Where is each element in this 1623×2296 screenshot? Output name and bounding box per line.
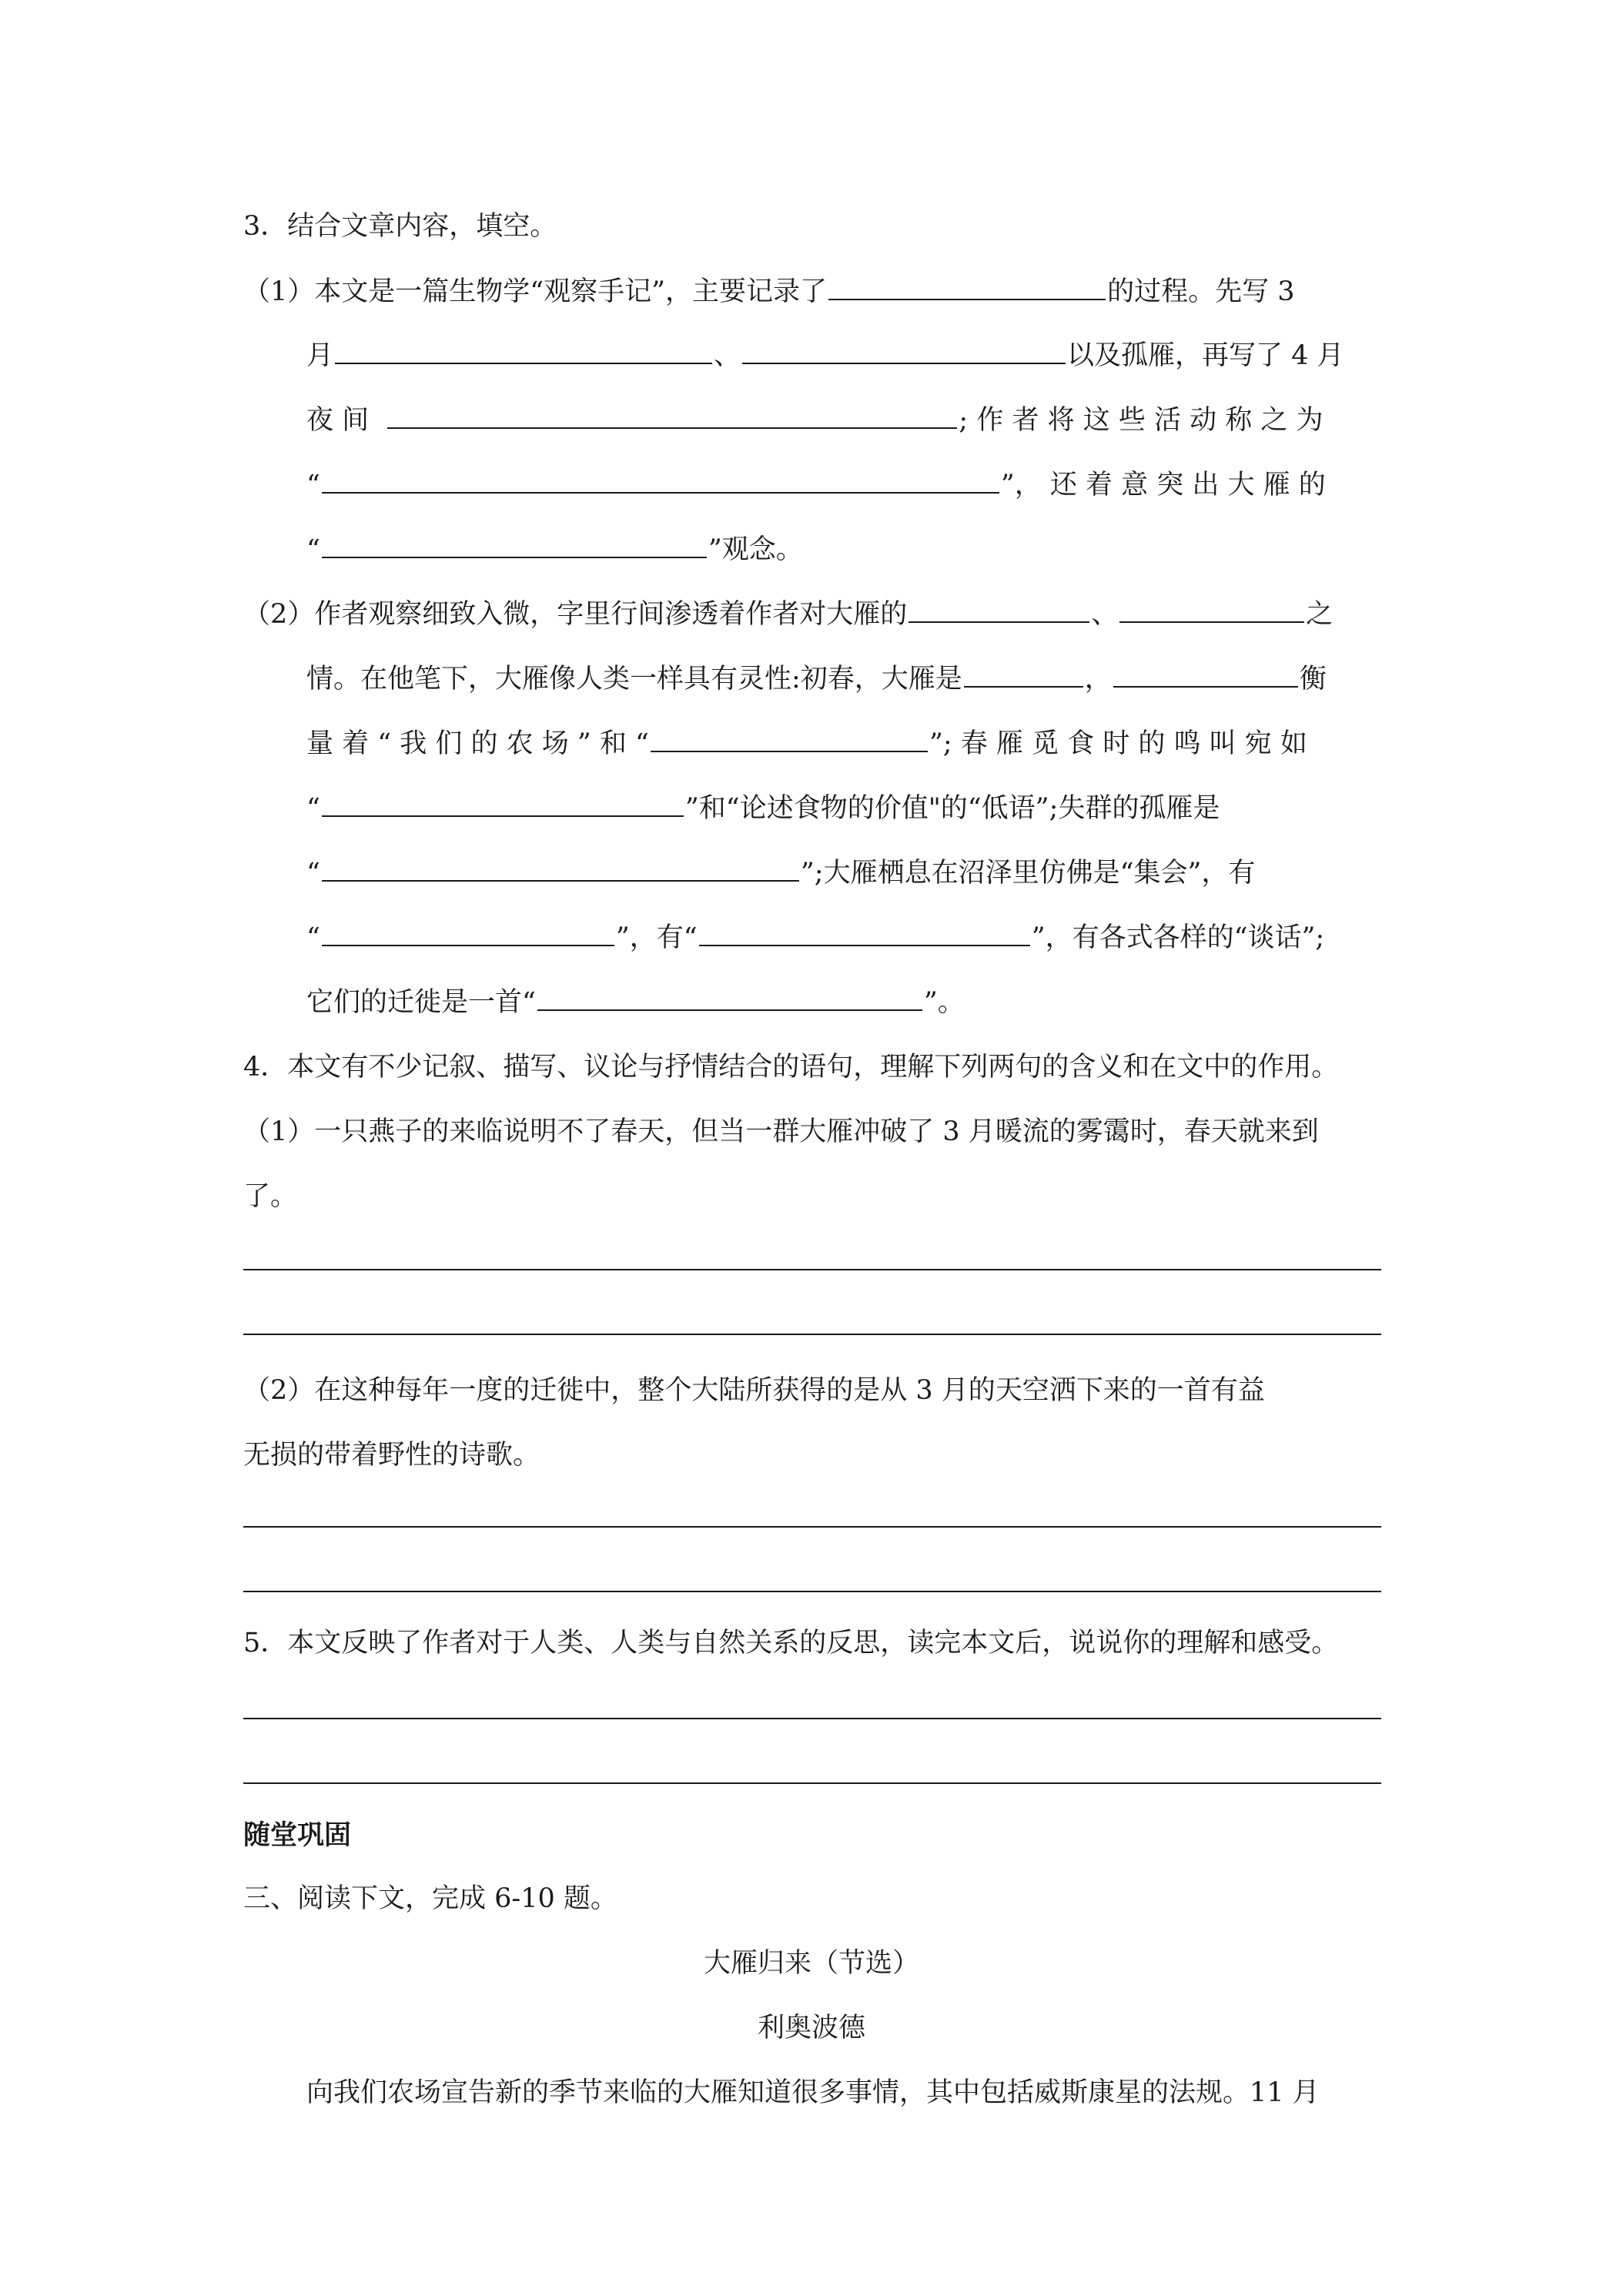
article-title: 大雁归来（节选） <box>703 1948 919 1979</box>
q3-part1-line5: “ ”观念。 <box>306 530 1623 569</box>
q3-part1-line4: “ ”， 还 着 意 突 出 大 雁 的 <box>306 466 1623 504</box>
fill-blank[interactable] <box>387 401 957 429</box>
fill-blank[interactable] <box>537 983 922 1011</box>
fill-blank[interactable] <box>322 919 614 946</box>
question-4-title: 4．本文有不少记叙、描写、议论与抒情结合的语句，理解下列两句的含义和在文中的作用。 <box>243 1052 1339 1083</box>
answer-line[interactable] <box>243 1269 1381 1270</box>
q4-sentence2-line1: （2）在这种每年一度的迁徙中，整个大陆所获得的是从 3 月的天空洒下来的一首有益 <box>243 1375 1265 1406</box>
answer-line[interactable] <box>243 1334 1381 1335</box>
fill-blank[interactable] <box>322 466 999 494</box>
section-instruction: 三、阅读下文，完成 6-10 题。 <box>243 1883 617 1914</box>
fill-blank[interactable] <box>335 336 712 364</box>
q4-sentence2-line2: 无损的带着野性的诗歌。 <box>243 1440 540 1471</box>
answer-line[interactable] <box>243 1782 1381 1784</box>
fill-blank[interactable] <box>322 789 684 817</box>
q4-sentence1-line1: （1）一只燕子的来临说明不了春天，但当一群大雁冲破了 3 月暖流的雾霭时，春天就来到 <box>243 1116 1319 1147</box>
fill-blank[interactable] <box>1113 660 1298 688</box>
q3-part2-line2: 情。在他笔下，大雁像人类一样具有灵性:初春，大雁是 ， 衡 <box>306 660 1623 698</box>
q3-part2-line5: “ ”;大雁栖息在沼泽里仿佛是“集会”，有 <box>306 854 1623 892</box>
fill-blank[interactable] <box>828 273 1106 300</box>
fill-blank[interactable] <box>322 530 707 558</box>
fill-blank[interactable] <box>909 595 1089 623</box>
fill-blank[interactable] <box>699 919 1030 946</box>
q3-part2-line6: “ ”，有“ ”，有各式各样的“谈话”; <box>306 919 1623 957</box>
article-author: 利奥波德 <box>757 2013 865 2043</box>
fill-blank[interactable] <box>742 336 1066 364</box>
q3-part1-line1: （1）本文是一篇生物学“观察手记”，主要记录了 的过程。先写 3 <box>243 273 1623 311</box>
q3-part2-line1: （2）作者观察细致入微，字里行间渗透着作者对大雁的 、 之 <box>243 595 1623 634</box>
fill-blank[interactable] <box>651 725 928 752</box>
q3-part2-line3: 量 着 “ 我 们 的 农 场 ” 和 “ ”; 春 雁 觅 食 时 的 鸣 叫 宛 如 <box>306 725 1623 763</box>
q3-part1-line3: 夜 间 ; 作 者 将 这 些 活 动 称 之 为 <box>306 401 1623 440</box>
section-heading: 随堂巩固 <box>243 1819 352 1851</box>
fill-blank[interactable] <box>964 660 1083 688</box>
question-5-title: 5．本文反映了作者对于人类、人类与自然关系的反思，读完本文后，说说你的理解和感受。 <box>243 1628 1339 1658</box>
question-3-title: 3．结合文章内容，填空。 <box>243 211 557 242</box>
q3-part1-line2: 月 、 以及孤雁，再写了 4 月 <box>306 336 1623 375</box>
answer-line[interactable] <box>243 1526 1381 1528</box>
q4-sentence1-line2: 了。 <box>243 1181 298 1212</box>
fill-blank[interactable] <box>1119 595 1304 623</box>
q3-part2-line4: “ ”和“论述食物的价值"的“低语”;失群的孤雁是 <box>306 789 1623 828</box>
article-first-line: 向我们农场宣告新的季节来临的大雁知道很多事情，其中包括威斯康星的法规。11 月 <box>306 2077 1320 2108</box>
q3-part2-line7: 它们的迁徙是一首“ ”。 <box>306 983 1623 1022</box>
answer-line[interactable] <box>243 1591 1381 1592</box>
answer-line[interactable] <box>243 1718 1381 1719</box>
fill-blank[interactable] <box>322 854 799 882</box>
